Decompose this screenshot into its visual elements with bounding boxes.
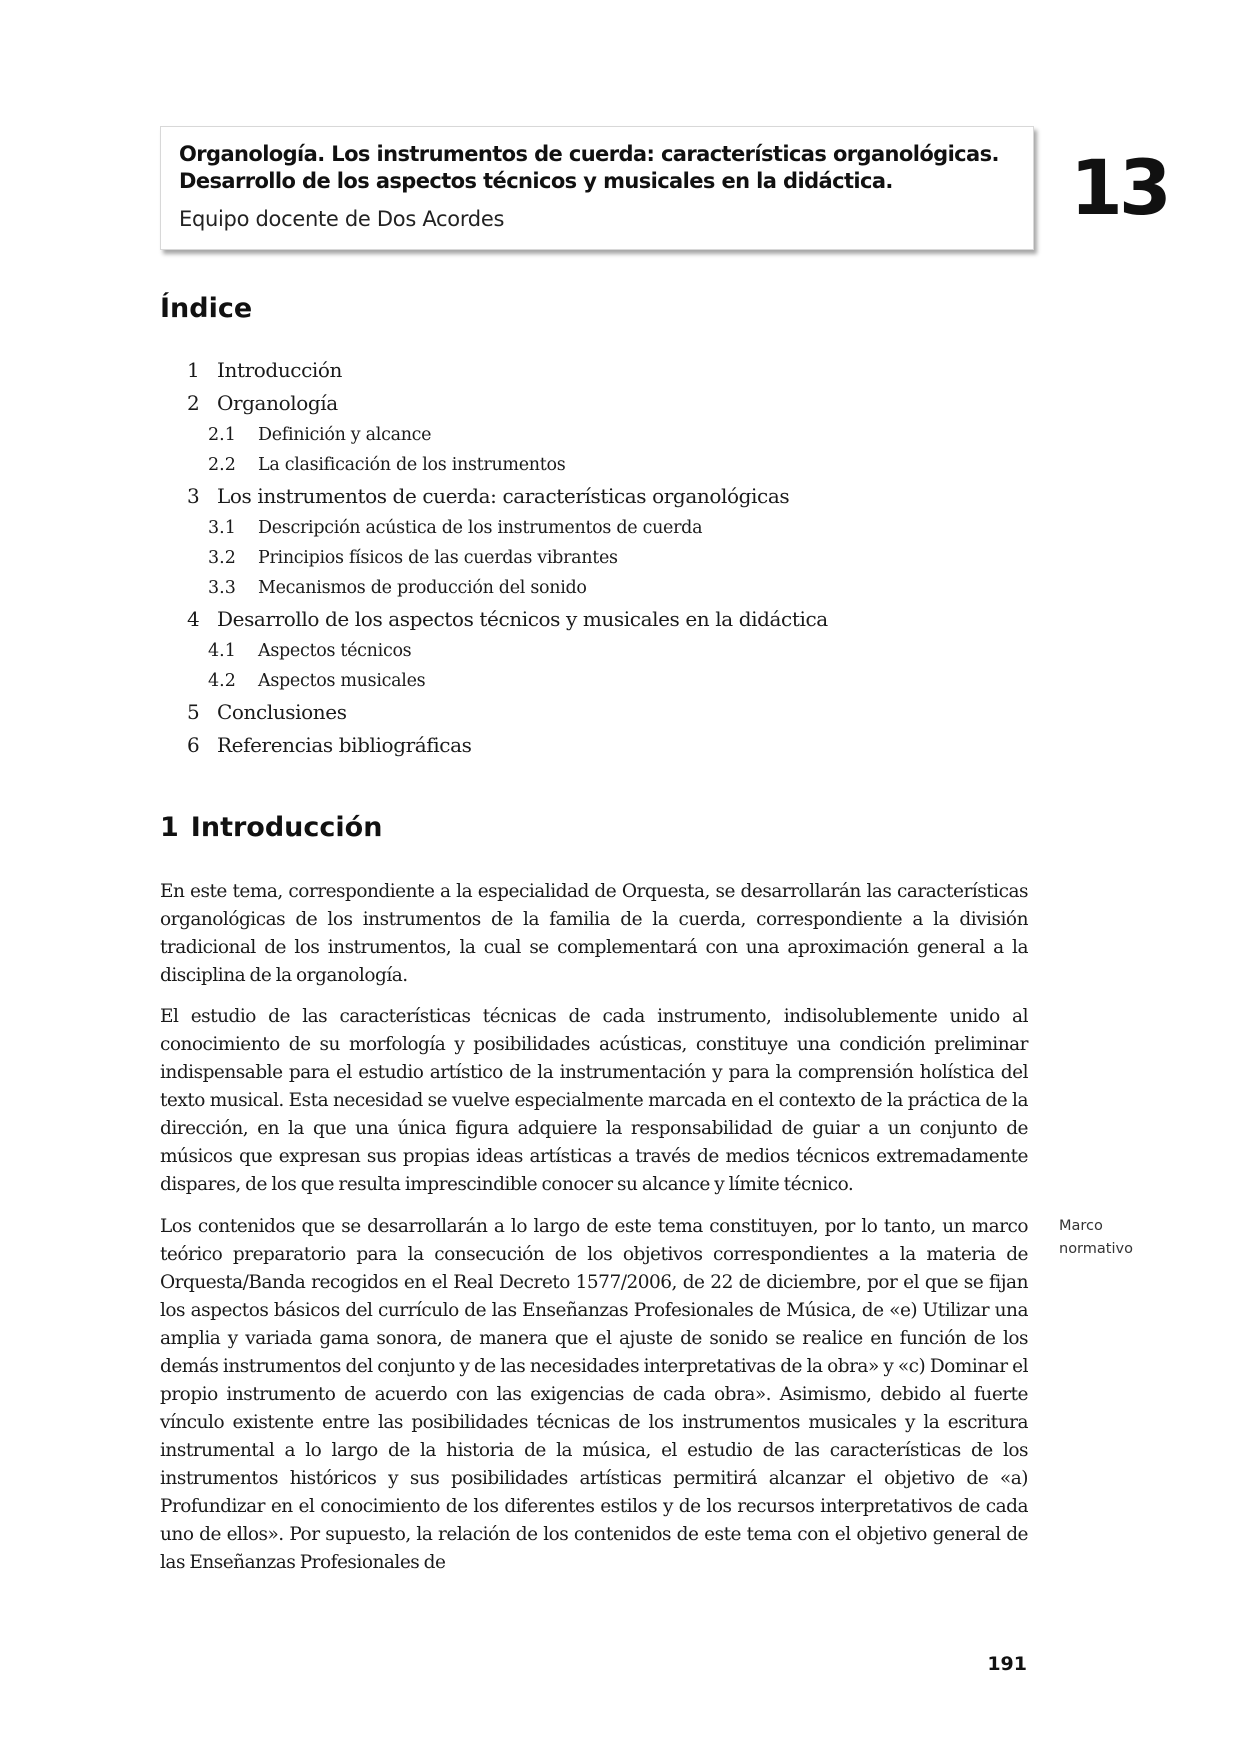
toc-item-number: 4.2: [208, 671, 236, 691]
toc-item-label: Introducción: [217, 358, 343, 382]
toc-item-number: 2: [187, 391, 200, 415]
toc-subitem: [160, 636, 1040, 666]
toc-item-number: 6: [187, 733, 200, 757]
toc-subitem: [160, 573, 1040, 603]
chapter-header-box: [160, 126, 1034, 250]
section-title: Introducción: [190, 812, 383, 843]
body-paragraph: El estudio de las características técnicas de cada instrumento, indisolublemente unido al conocimiento de su morfología y posibilidades acústicas, constituye una condición preliminar indispensable para el estudio artístico de la instrumentación y para la comprensión holística del texto musical. Esta necesidad se vuelve especialmente marcada en el contexto de la práctica de la dirección, en la que una única figura adquiere la responsabilidad de guiar a un conjunto de músicos que expresan sus propias ideas artísticas a través de medios técnicos extremadamente dispares, de los que resulta imprescindible conocer su alcance y límite técnico.: [160, 1006, 1028, 1195]
table-of-contents: [160, 354, 1040, 762]
toc-item-number: 2.2: [208, 455, 236, 475]
toc-item-number: 3.1: [208, 518, 236, 538]
toc-item-number: 4.1: [208, 641, 236, 661]
toc-item-label: Conclusiones: [217, 700, 347, 724]
toc-item-label: Organología: [217, 391, 338, 415]
toc-item-label: Aspectos musicales: [258, 671, 426, 691]
chapter-number: 13: [1070, 143, 1168, 232]
toc-item-number: 1: [187, 358, 200, 382]
toc-item-label: Referencias bibliográficas: [217, 733, 472, 757]
toc-item-label: Principios físicos de las cuerdas vibrantes: [258, 548, 618, 568]
toc-item: [160, 729, 1040, 762]
page-number: 191: [987, 1653, 1027, 1675]
toc-subitem: [160, 420, 1040, 450]
toc-item-label: Descripción acústica de los instrumentos de cuerda: [258, 518, 703, 538]
chapter-author: Equipo docente de Dos Acordes: [179, 207, 505, 231]
introduction-heading: [160, 811, 382, 845]
toc-item-number: 5: [187, 700, 200, 724]
toc-item-number: 2.1: [208, 425, 236, 445]
chapter-title: Organología. Los instrumentos de cuerda: características organológicas. Desarrollo de los aspectos técnicos y musicales en la didáctica.: [179, 142, 999, 193]
toc-subitem: [160, 666, 1040, 696]
toc-item-number: 3.2: [208, 548, 236, 568]
toc-item: [160, 387, 1040, 420]
toc-item-number: 4: [187, 607, 200, 631]
toc-item-number: 3: [187, 484, 200, 508]
margin-note: [1059, 1215, 1169, 1261]
toc-item: [160, 354, 1040, 387]
margin-note-line: Marco: [1059, 1218, 1103, 1234]
toc-subitem: [160, 513, 1040, 543]
body-paragraph: En este tema, correspondiente a la especialidad de Orquesta, se desarrollarán las características organológicas de los instrumentos de la familia de la cuerda, correspondiente a la división tradicional de los instrumentos, la cual se complementará con una aproximación general a la disciplina de la organología.: [160, 881, 1028, 986]
toc-item-label: Mecanismos de producción del sonido: [258, 578, 587, 598]
toc-item: [160, 603, 1040, 636]
index-heading: Índice: [160, 293, 253, 324]
section-number: 1: [160, 812, 179, 843]
toc-item-label: La clasificación de los instrumentos: [258, 455, 566, 475]
toc-subitem: [160, 450, 1040, 480]
toc-item-label: Los instrumentos de cuerda: características organológicas: [217, 484, 790, 508]
toc-subitem: [160, 543, 1040, 573]
body-paragraph: Los contenidos que se desarrollarán a lo largo de este tema constituyen, por lo tanto, un marco teórico preparatorio para la consecución de los objetivos correspondientes a la materia de Orquesta/Banda recogidos en el Real Decreto 1577/2006, de 22 de diciembre, por el que se fijan los aspectos básicos del currículo de las Enseñanzas Profesionales de Música, de «e) Utilizar una amplia y variada gama sonora, de manera que el ajuste de sonido se realice en función de los demás instrumentos del conjunto y de las necesidades interpretativas de la obra» y «c) Dominar el propio instrumento de acuerdo con las exigencias de cada obra». Asimismo, debido al fuerte vínculo existente entre las posibilidades técnicas de los instrumentos musicales y la escritura instrumental a lo largo de la historia de la música, el estudio de las características de los instrumentos históricos y sus posibilidades artísticas permitirá alcanzar el objetivo de «a) Profundizar en el conocimiento de los diferentes estilos y de los recursos interpretativos de cada uno de ellos». Por supuesto, la relación de los contenidos de este tema con el objetivo general de las Enseñanzas Profesionales de: [160, 1216, 1028, 1573]
toc-item: [160, 480, 1040, 513]
margin-note-line: normativo: [1059, 1241, 1133, 1257]
toc-item-label: Definición y alcance: [258, 425, 432, 445]
toc-item-number: 3.3: [208, 578, 236, 598]
toc-item-label: Aspectos técnicos: [258, 641, 412, 661]
toc-item-label: Desarrollo de los aspectos técnicos y musicales en la didáctica: [217, 607, 828, 631]
toc-item: [160, 696, 1040, 729]
